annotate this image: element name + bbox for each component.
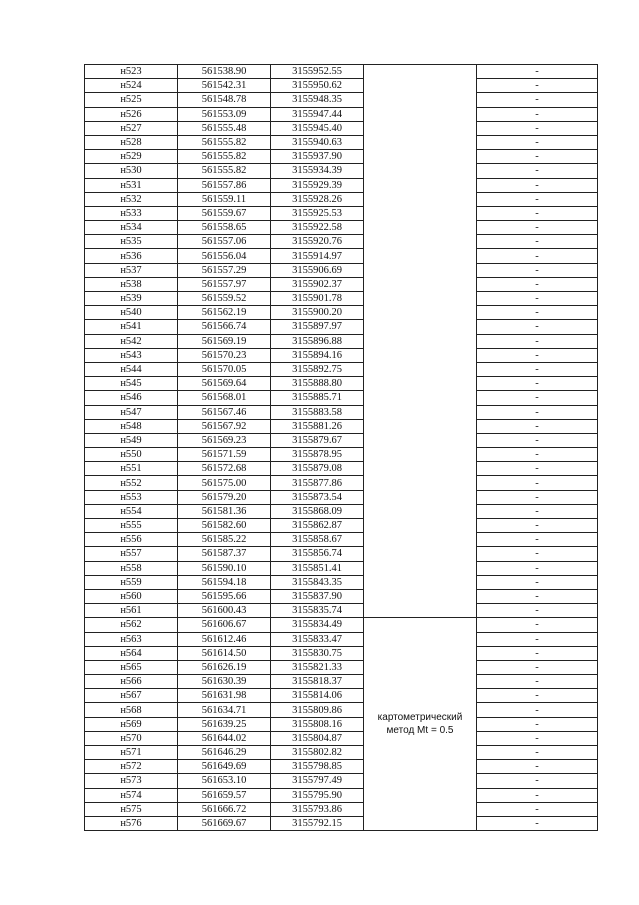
x-coordinate-cell: 561553.09	[178, 107, 271, 121]
table-row	[85, 405, 598, 419]
table-row	[85, 65, 598, 79]
mark-cell: -	[477, 178, 598, 192]
point-name-cell: н536	[85, 249, 178, 263]
point-name-cell: н565	[85, 660, 178, 674]
table-row	[85, 575, 598, 589]
x-coordinate-cell: 561653.10	[178, 774, 271, 788]
mark-cell: -	[477, 660, 598, 674]
point-name-cell: н531	[85, 178, 178, 192]
mark-cell: -	[477, 65, 598, 79]
point-name-cell: н549	[85, 433, 178, 447]
table-row	[85, 306, 598, 320]
point-name-cell: н530	[85, 164, 178, 178]
x-coordinate-cell: 561571.59	[178, 448, 271, 462]
table-row	[85, 703, 598, 717]
table-row	[85, 249, 598, 263]
point-name-cell: н575	[85, 802, 178, 816]
x-coordinate-cell: 561562.19	[178, 306, 271, 320]
point-name-cell: н571	[85, 746, 178, 760]
mark-cell: -	[477, 604, 598, 618]
point-name-cell: н541	[85, 320, 178, 334]
y-coordinate-cell: 3155804.87	[271, 731, 364, 745]
y-coordinate-cell: 3155892.75	[271, 362, 364, 376]
y-coordinate-cell: 3155858.67	[271, 533, 364, 547]
y-coordinate-cell: 3155928.26	[271, 192, 364, 206]
x-coordinate-cell: 561659.57	[178, 788, 271, 802]
table-row	[85, 660, 598, 674]
mark-cell: -	[477, 816, 598, 830]
mark-cell: -	[477, 618, 598, 632]
table-row	[85, 348, 598, 362]
y-coordinate-cell: 3155894.16	[271, 348, 364, 362]
table-row	[85, 79, 598, 93]
mark-cell: -	[477, 533, 598, 547]
table-row	[85, 547, 598, 561]
table-row	[85, 533, 598, 547]
table-row	[85, 263, 598, 277]
x-coordinate-cell: 561567.46	[178, 405, 271, 419]
y-coordinate-cell: 3155945.40	[271, 121, 364, 135]
method-line-1: картометрический	[377, 712, 463, 724]
x-coordinate-cell: 561557.06	[178, 235, 271, 249]
point-name-cell: н556	[85, 533, 178, 547]
x-coordinate-cell: 561568.01	[178, 391, 271, 405]
table-row	[85, 604, 598, 618]
point-name-cell: н554	[85, 504, 178, 518]
table-row	[85, 504, 598, 518]
y-coordinate-cell: 3155952.55	[271, 65, 364, 79]
y-coordinate-cell: 3155937.90	[271, 150, 364, 164]
x-coordinate-cell: 561582.60	[178, 519, 271, 533]
point-name-cell: н559	[85, 575, 178, 589]
table-row	[85, 519, 598, 533]
y-coordinate-cell: 3155868.09	[271, 504, 364, 518]
y-coordinate-cell: 3155902.37	[271, 277, 364, 291]
table-row	[85, 150, 598, 164]
y-coordinate-cell: 3155814.06	[271, 689, 364, 703]
point-name-cell: н524	[85, 79, 178, 93]
mark-cell: -	[477, 802, 598, 816]
point-name-cell: н569	[85, 717, 178, 731]
coordinates-table	[84, 64, 598, 831]
x-coordinate-cell: 561570.23	[178, 348, 271, 362]
point-name-cell: н551	[85, 462, 178, 476]
x-coordinate-cell: 561555.82	[178, 135, 271, 149]
y-coordinate-cell: 3155879.67	[271, 433, 364, 447]
y-coordinate-cell: 3155808.16	[271, 717, 364, 731]
y-coordinate-cell: 3155879.08	[271, 462, 364, 476]
y-coordinate-cell: 3155900.20	[271, 306, 364, 320]
mark-cell: -	[477, 320, 598, 334]
table-row	[85, 717, 598, 731]
table-row	[85, 746, 598, 760]
mark-cell: -	[477, 419, 598, 433]
x-coordinate-cell: 561557.86	[178, 178, 271, 192]
mark-cell: -	[477, 348, 598, 362]
mark-cell: -	[477, 689, 598, 703]
mark-cell: -	[477, 462, 598, 476]
table-row	[85, 121, 598, 135]
table-row	[85, 490, 598, 504]
y-coordinate-cell: 3155914.97	[271, 249, 364, 263]
point-name-cell: н540	[85, 306, 178, 320]
mark-cell: -	[477, 405, 598, 419]
point-name-cell: н576	[85, 816, 178, 830]
point-name-cell: н563	[85, 632, 178, 646]
y-coordinate-cell: 3155888.80	[271, 377, 364, 391]
y-coordinate-cell: 3155856.74	[271, 547, 364, 561]
x-coordinate-cell: 561579.20	[178, 490, 271, 504]
y-coordinate-cell: 3155802.82	[271, 746, 364, 760]
point-name-cell: н568	[85, 703, 178, 717]
point-name-cell: н553	[85, 490, 178, 504]
mark-cell: -	[477, 589, 598, 603]
table-row	[85, 192, 598, 206]
point-name-cell: н544	[85, 362, 178, 376]
y-coordinate-cell: 3155920.76	[271, 235, 364, 249]
y-coordinate-cell: 3155809.86	[271, 703, 364, 717]
y-coordinate-cell: 3155797.49	[271, 774, 364, 788]
mark-cell: -	[477, 135, 598, 149]
table-row	[85, 689, 598, 703]
point-name-cell: н552	[85, 476, 178, 490]
x-coordinate-cell: 561569.19	[178, 334, 271, 348]
x-coordinate-cell: 561595.66	[178, 589, 271, 603]
x-coordinate-cell: 561644.02	[178, 731, 271, 745]
x-coordinate-cell: 561555.48	[178, 121, 271, 135]
y-coordinate-cell: 3155925.53	[271, 206, 364, 220]
table-row	[85, 433, 598, 447]
method-line-2: метод Mt = 0.5	[386, 725, 454, 737]
point-name-cell: н532	[85, 192, 178, 206]
mark-cell: -	[477, 476, 598, 490]
table-row	[85, 618, 598, 632]
mark-cell: -	[477, 746, 598, 760]
y-coordinate-cell: 3155792.15	[271, 816, 364, 830]
y-coordinate-cell: 3155947.44	[271, 107, 364, 121]
table-row	[85, 107, 598, 121]
y-coordinate-cell: 3155851.41	[271, 561, 364, 575]
point-name-cell: н557	[85, 547, 178, 561]
mark-cell: -	[477, 717, 598, 731]
x-coordinate-cell: 561612.46	[178, 632, 271, 646]
point-name-cell: н523	[85, 65, 178, 79]
table-row	[85, 320, 598, 334]
mark-cell: -	[477, 249, 598, 263]
x-coordinate-cell: 561594.18	[178, 575, 271, 589]
table-row	[85, 816, 598, 830]
point-name-cell: н546	[85, 391, 178, 405]
mark-cell: -	[477, 646, 598, 660]
x-coordinate-cell: 561566.74	[178, 320, 271, 334]
mark-cell: -	[477, 150, 598, 164]
y-coordinate-cell: 3155896.88	[271, 334, 364, 348]
point-name-cell: н550	[85, 448, 178, 462]
table-row	[85, 561, 598, 575]
x-coordinate-cell: 561559.52	[178, 292, 271, 306]
mark-cell: -	[477, 547, 598, 561]
table-row	[85, 476, 598, 490]
table-row	[85, 675, 598, 689]
mark-cell: -	[477, 448, 598, 462]
table-row	[85, 632, 598, 646]
y-coordinate-cell: 3155833.47	[271, 632, 364, 646]
y-coordinate-cell: 3155837.90	[271, 589, 364, 603]
point-name-cell: н534	[85, 221, 178, 235]
mark-cell: -	[477, 79, 598, 93]
point-name-cell: н566	[85, 675, 178, 689]
table-row	[85, 135, 598, 149]
y-coordinate-cell: 3155830.75	[271, 646, 364, 660]
mark-cell: -	[477, 306, 598, 320]
x-coordinate-cell: 561569.23	[178, 433, 271, 447]
point-name-cell: н528	[85, 135, 178, 149]
table-row	[85, 377, 598, 391]
x-coordinate-cell: 561666.72	[178, 802, 271, 816]
mark-cell: -	[477, 334, 598, 348]
x-coordinate-cell: 561639.25	[178, 717, 271, 731]
y-coordinate-cell: 3155929.39	[271, 178, 364, 192]
mark-cell: -	[477, 221, 598, 235]
mark-cell: -	[477, 490, 598, 504]
y-coordinate-cell: 3155821.33	[271, 660, 364, 674]
table-row	[85, 462, 598, 476]
method-cell	[364, 618, 477, 831]
mark-cell: -	[477, 121, 598, 135]
x-coordinate-cell: 561538.90	[178, 65, 271, 79]
point-name-cell: н545	[85, 377, 178, 391]
mark-cell: -	[477, 561, 598, 575]
mark-cell: -	[477, 164, 598, 178]
point-name-cell: н561	[85, 604, 178, 618]
mark-cell: -	[477, 519, 598, 533]
table-row	[85, 774, 598, 788]
x-coordinate-cell: 561634.71	[178, 703, 271, 717]
mark-cell: -	[477, 788, 598, 802]
mark-cell: -	[477, 774, 598, 788]
table-row	[85, 235, 598, 249]
mark-cell: -	[477, 292, 598, 306]
y-coordinate-cell: 3155877.86	[271, 476, 364, 490]
point-name-cell: н539	[85, 292, 178, 306]
table-row	[85, 760, 598, 774]
y-coordinate-cell: 3155835.74	[271, 604, 364, 618]
point-name-cell: н560	[85, 589, 178, 603]
table-row	[85, 93, 598, 107]
table-row	[85, 221, 598, 235]
point-name-cell: н558	[85, 561, 178, 575]
table-row	[85, 334, 598, 348]
x-coordinate-cell: 561557.97	[178, 277, 271, 291]
x-coordinate-cell: 561556.04	[178, 249, 271, 263]
table-row	[85, 206, 598, 220]
mark-cell: -	[477, 206, 598, 220]
y-coordinate-cell: 3155906.69	[271, 263, 364, 277]
x-coordinate-cell: 561600.43	[178, 604, 271, 618]
x-coordinate-cell: 561575.00	[178, 476, 271, 490]
point-name-cell: н529	[85, 150, 178, 164]
table-row	[85, 362, 598, 376]
x-coordinate-cell: 561646.29	[178, 746, 271, 760]
y-coordinate-cell: 3155940.63	[271, 135, 364, 149]
table-row	[85, 419, 598, 433]
y-coordinate-cell: 3155862.87	[271, 519, 364, 533]
y-coordinate-cell: 3155950.62	[271, 79, 364, 93]
mark-cell: -	[477, 703, 598, 717]
mark-cell: -	[477, 760, 598, 774]
table-row	[85, 277, 598, 291]
mark-cell: -	[477, 377, 598, 391]
mark-cell: -	[477, 235, 598, 249]
y-coordinate-cell: 3155818.37	[271, 675, 364, 689]
table-row	[85, 646, 598, 660]
x-coordinate-cell: 561559.67	[178, 206, 271, 220]
point-name-cell: н572	[85, 760, 178, 774]
point-name-cell: н555	[85, 519, 178, 533]
point-name-cell: н574	[85, 788, 178, 802]
point-name-cell: н562	[85, 618, 178, 632]
y-coordinate-cell: 3155883.58	[271, 405, 364, 419]
x-coordinate-cell: 561555.82	[178, 150, 271, 164]
point-name-cell: н533	[85, 206, 178, 220]
x-coordinate-cell: 561555.82	[178, 164, 271, 178]
table-row	[85, 292, 598, 306]
mark-cell: -	[477, 391, 598, 405]
point-name-cell: н535	[85, 235, 178, 249]
mark-cell: -	[477, 575, 598, 589]
table-row	[85, 802, 598, 816]
table-row	[85, 178, 598, 192]
point-name-cell: н526	[85, 107, 178, 121]
mark-cell: -	[477, 731, 598, 745]
mark-cell: -	[477, 504, 598, 518]
y-coordinate-cell: 3155881.26	[271, 419, 364, 433]
y-coordinate-cell: 3155885.71	[271, 391, 364, 405]
x-coordinate-cell: 561630.39	[178, 675, 271, 689]
x-coordinate-cell: 561631.98	[178, 689, 271, 703]
y-coordinate-cell: 3155798.85	[271, 760, 364, 774]
point-name-cell: н543	[85, 348, 178, 362]
x-coordinate-cell: 561569.64	[178, 377, 271, 391]
table-row	[85, 731, 598, 745]
x-coordinate-cell: 561590.10	[178, 561, 271, 575]
y-coordinate-cell: 3155948.35	[271, 93, 364, 107]
x-coordinate-cell: 561548.78	[178, 93, 271, 107]
point-name-cell: н548	[85, 419, 178, 433]
point-name-cell: н537	[85, 263, 178, 277]
table-row	[85, 589, 598, 603]
table-row	[85, 164, 598, 178]
table-row	[85, 391, 598, 405]
table-row	[85, 788, 598, 802]
x-coordinate-cell: 561669.67	[178, 816, 271, 830]
x-coordinate-cell: 561649.69	[178, 760, 271, 774]
mark-cell: -	[477, 632, 598, 646]
x-coordinate-cell: 561559.11	[178, 192, 271, 206]
y-coordinate-cell: 3155795.90	[271, 788, 364, 802]
y-coordinate-cell: 3155922.58	[271, 221, 364, 235]
x-coordinate-cell: 561542.31	[178, 79, 271, 93]
mark-cell: -	[477, 192, 598, 206]
y-coordinate-cell: 3155897.97	[271, 320, 364, 334]
y-coordinate-cell: 3155934.39	[271, 164, 364, 178]
table-row	[85, 448, 598, 462]
y-coordinate-cell: 3155834.49	[271, 618, 364, 632]
x-coordinate-cell: 561567.92	[178, 419, 271, 433]
x-coordinate-cell: 561614.50	[178, 646, 271, 660]
point-name-cell: н547	[85, 405, 178, 419]
point-name-cell: н564	[85, 646, 178, 660]
point-name-cell: н542	[85, 334, 178, 348]
y-coordinate-cell: 3155901.78	[271, 292, 364, 306]
x-coordinate-cell: 561558.65	[178, 221, 271, 235]
mark-cell: -	[477, 93, 598, 107]
point-name-cell: н573	[85, 774, 178, 788]
x-coordinate-cell: 561570.05	[178, 362, 271, 376]
point-name-cell: н525	[85, 93, 178, 107]
x-coordinate-cell: 561587.37	[178, 547, 271, 561]
point-name-cell: н567	[85, 689, 178, 703]
point-name-cell: н527	[85, 121, 178, 135]
x-coordinate-cell: 561626.19	[178, 660, 271, 674]
x-coordinate-cell: 561581.36	[178, 504, 271, 518]
x-coordinate-cell: 561606.67	[178, 618, 271, 632]
y-coordinate-cell: 3155873.54	[271, 490, 364, 504]
mark-cell: -	[477, 675, 598, 689]
y-coordinate-cell: 3155843.35	[271, 575, 364, 589]
mark-cell: -	[477, 263, 598, 277]
y-coordinate-cell: 3155878.95	[271, 448, 364, 462]
x-coordinate-cell: 561585.22	[178, 533, 271, 547]
mark-cell: -	[477, 107, 598, 121]
point-name-cell: н538	[85, 277, 178, 291]
point-name-cell: н570	[85, 731, 178, 745]
mark-cell: -	[477, 277, 598, 291]
mark-cell: -	[477, 433, 598, 447]
x-coordinate-cell: 561557.29	[178, 263, 271, 277]
y-coordinate-cell: 3155793.86	[271, 802, 364, 816]
mark-cell: -	[477, 362, 598, 376]
method-cell-empty	[364, 65, 477, 618]
x-coordinate-cell: 561572.68	[178, 462, 271, 476]
